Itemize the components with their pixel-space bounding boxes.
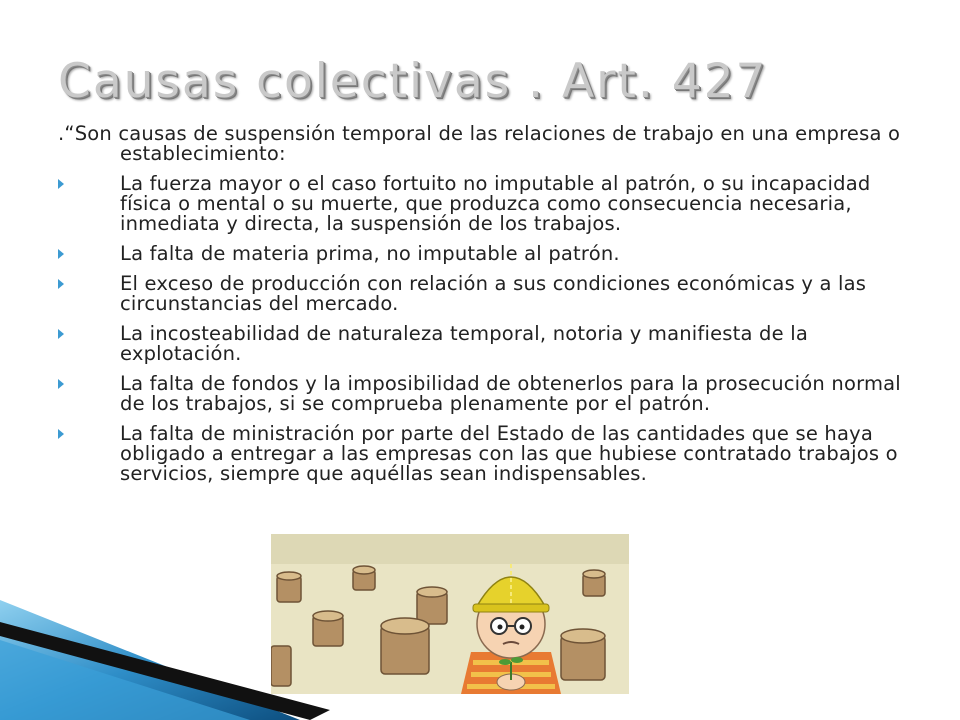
triangle-bullet-icon bbox=[58, 429, 64, 439]
deforestation-cartoon bbox=[271, 534, 629, 694]
slide-title: Causas colectivas . Art. 427 bbox=[58, 54, 768, 109]
bullet-text: La falta de ministración por parte del Estado de las cantidades que se haya obligado a entregar a las empresas con las que hubiese contratado trabajos o servicios, siempre que aquéllas sean indispensables. bbox=[120, 422, 898, 485]
bullet-text: La incosteabilidad de naturaleza temporal, notoria y manifiesta de la explotación. bbox=[120, 322, 808, 365]
bullet-text: La fuerza mayor o el caso fortuito no imputable al patrón, o su incapacidad física o mental o su muerte, que produzca como consecuencia necesaria, inmediata y directa, la suspensión de los trabajos. bbox=[120, 172, 871, 235]
bullet-list bbox=[58, 174, 908, 484]
bullet-text: La falta de fondos y la imposibilidad de obtenerlos para la prosecución normal de los trabajos, si se comprueba plenamente por el patrón. bbox=[120, 372, 901, 415]
triangle-bullet-icon bbox=[58, 379, 64, 389]
triangle-bullet-icon bbox=[58, 179, 64, 189]
triangle-bullet-icon bbox=[58, 279, 64, 289]
intro-text: .“Son causas de suspensión temporal de las relaciones de trabajo en una empresa o establecimiento: bbox=[58, 122, 901, 165]
list-item bbox=[58, 324, 908, 364]
triangle-bullet-icon bbox=[58, 329, 64, 339]
triangle-bullet-icon bbox=[58, 249, 64, 259]
list-item bbox=[58, 424, 908, 484]
list-item bbox=[58, 274, 908, 314]
bullet-text: La falta de materia prima, no imputable al patrón. bbox=[120, 242, 620, 265]
list-item bbox=[58, 244, 908, 264]
slide-body bbox=[58, 124, 908, 494]
list-item bbox=[58, 374, 908, 414]
bullet-text: El exceso de producción con relación a sus condiciones económicas y a las circunstancias del mercado. bbox=[120, 272, 867, 315]
list-item bbox=[58, 174, 908, 234]
